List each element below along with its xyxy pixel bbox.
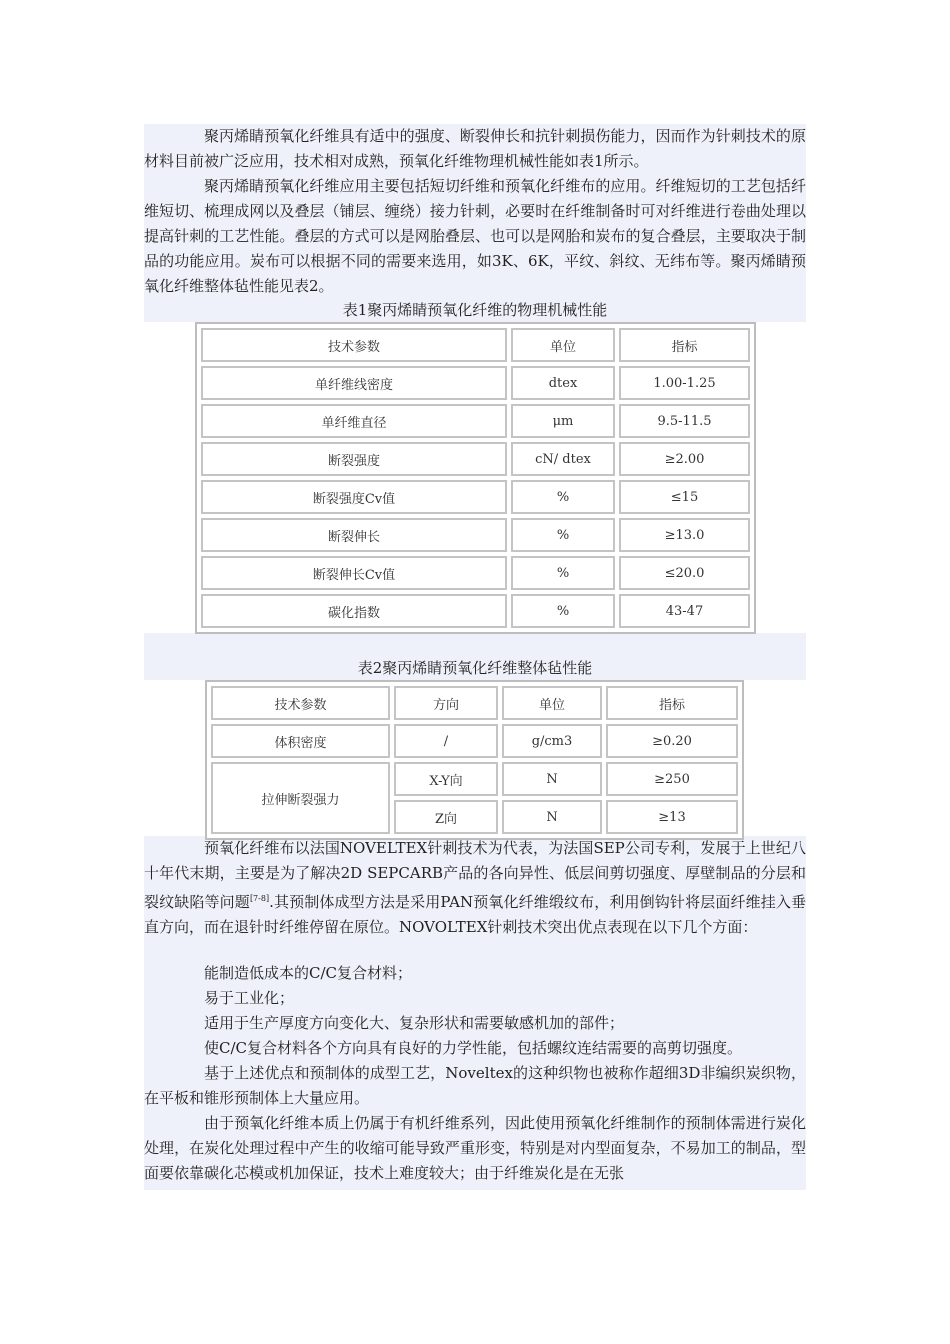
table1-cell: ≥2.00 <box>619 442 750 476</box>
paragraph-3-text: 预氧化纤维布以法国NOVELTEX针刺技术为代表，为法国SEP公司专利，发展于上世纪八十年代末期，主要是为了解决2D SEPCARB产品的各向异性、低层间剪切强度、厚壁制品的分层和裂纹缺陷等问题 <box>144 839 806 911</box>
table1-cell: ≤20.0 <box>619 556 750 590</box>
table2-caption: 表2聚丙烯睛预氧化纤维整体毡性能 <box>357 659 593 677</box>
table2-cell: g/cm3 <box>502 724 602 758</box>
table2-cell: ≥13 <box>606 800 738 834</box>
paragraph-5: 由于预氧化纤维本质上仍属于有机纤维系列，因此使用预氧化纤维制作的预制体需进行炭化处理，在炭化处理过程中产生的收缩可能导致严重形变，特别是对内型面复杂，不易加工的制品，型面要依靠碳化芯模或机加保证，技术上难度较大；由于纤维炭化是在无张 <box>144 1114 806 1182</box>
table1-cell: 断裂伸长Cv值 <box>201 556 507 590</box>
table2-header: 单位 <box>502 686 602 720</box>
table1-header: 技术参数 <box>201 328 507 362</box>
paragraph-4: 基于上述优点和预制体的成型工艺，Noveltex的这种织物也被称作超细3D非编织炭织物，在平板和锥形预制体上大量应用。 <box>144 1064 806 1107</box>
table2-header: 指标 <box>606 686 738 720</box>
table1-cell: 单纤维直径 <box>201 404 507 438</box>
table1-header: 单位 <box>511 328 615 362</box>
table1-cell: μm <box>511 404 615 438</box>
table2-header: 方向 <box>394 686 498 720</box>
table1-cell: 断裂强度 <box>201 442 507 476</box>
table2 <box>205 680 744 840</box>
table1-cell: dtex <box>511 366 615 400</box>
table1-cell: 断裂伸长 <box>201 518 507 552</box>
citation-ref: [7-8] <box>249 894 270 903</box>
table2-cell: X-Y向 <box>394 762 498 796</box>
table1-cell: 1.00-1.25 <box>619 366 750 400</box>
table1-cell: % <box>511 594 615 628</box>
table1-cell: % <box>511 480 615 514</box>
paragraph-3 <box>144 836 806 940</box>
table1-caption: 表1聚丙烯睛预氧化纤维的物理机械性能 <box>342 301 608 319</box>
paragraph-1: 聚丙烯睛预氧化纤维具有适中的强度、断裂伸长和抗针刺损伤能力，因而作为针刺技术的原材料目前被广泛应用，技术相对成熟，预氧化纤维物理机械性能如表1所示。 <box>144 127 806 170</box>
table1-cell: 单纤维线密度 <box>201 366 507 400</box>
table1-header: 指标 <box>619 328 750 362</box>
list-item: 使C/C复合材料各个方向具有良好的力学性能，包括螺纹连结需要的高剪切强度。 <box>204 1039 743 1057</box>
table2-cell: ≥250 <box>606 762 738 796</box>
table1-cell: 碳化指数 <box>201 594 507 628</box>
table1-cell: % <box>511 518 615 552</box>
table1-cell: 9.5-11.5 <box>619 404 750 438</box>
table2-cell: Z向 <box>394 800 498 834</box>
table1-cell: ≤15 <box>619 480 750 514</box>
table1-cell: % <box>511 556 615 590</box>
table2-cell: N <box>502 800 602 834</box>
table2-cell: N <box>502 762 602 796</box>
table2-header: 技术参数 <box>211 686 390 720</box>
table1-cell: ≥13.0 <box>619 518 750 552</box>
table2-cell: / <box>394 724 498 758</box>
table2-cell: 体积密度 <box>211 724 390 758</box>
table1 <box>195 322 756 634</box>
table1-cell: 断裂强度Cv值 <box>201 480 507 514</box>
table2-cell: ≥0.20 <box>606 724 738 758</box>
table1-cell: 43-47 <box>619 594 750 628</box>
list-item: 适用于生产厚度方向变化大、复杂形状和需要敏感机加的部件； <box>204 1014 625 1032</box>
paragraph-2: 聚丙烯睛预氧化纤维应用主要包括短切纤维和预氧化纤维布的应用。纤维短切的工艺包括纤维短切、梳理成网以及叠层（铺层、缠绕）接力针刺，必要时在纤维制备时可对纤维进行卷曲处理以提高针刺的工艺性能。叠层的方式可以是网胎叠层、也可以是网胎和炭布的复合叠层，主要取决于制品的功能应用。炭布可以根据不同的需要来选用，如3K、6K，平纹、斜纹、无纬布等。聚丙烯睛预氧化纤维整体毡性能见表2。 <box>144 177 806 295</box>
table2-cell-merged: 拉伸断裂强力 <box>211 762 390 834</box>
list-item: 能制造低成本的C/C复合材料； <box>204 964 413 982</box>
table1-cell: cN/ dtex <box>511 442 615 476</box>
paragraph-3-text-cont: .其预制体成型方法是采用PAN预氧化纤维缎纹布，利用倒钩针将层面纤维挂入垂直方向，而在退针时纤维停留在原位。NOVOLTEX针刺技术突出优点表现在以下几个方面： <box>144 893 806 936</box>
list-item: 易于工业化； <box>204 989 295 1007</box>
